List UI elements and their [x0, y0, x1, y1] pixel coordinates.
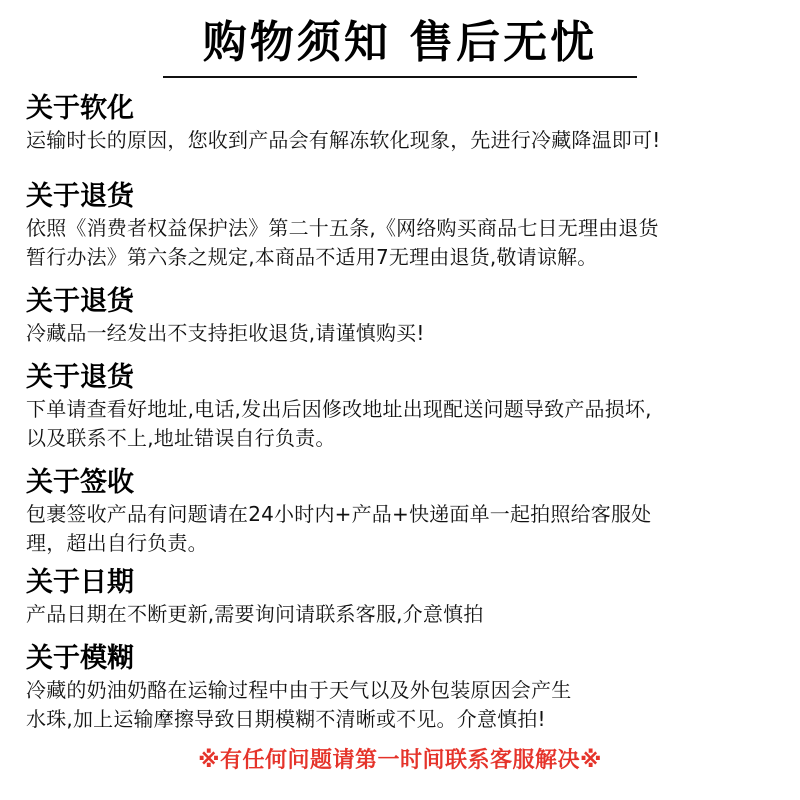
section-date	[26, 566, 786, 629]
section-blur	[26, 642, 786, 734]
section-returns-address	[26, 361, 786, 453]
footer-notice: ※有任何问题请第一时间联系客服解决※	[198, 748, 602, 773]
page-title: 购物须知 售后无忧	[202, 17, 598, 68]
section-receipt	[26, 466, 786, 558]
section-body: 冷藏品一经发出不支持拒收退货,请谨慎购买!	[26, 321, 425, 345]
section-heading: 关于签收	[26, 467, 134, 498]
section-body: 运输时长的原因，您收到产品会有解冻软化现象，先进行冷藏降温即可!	[26, 128, 661, 152]
section-heading: 关于退货	[26, 286, 134, 317]
section-returns-law	[26, 180, 786, 272]
section-returns-refrigerated	[26, 285, 786, 348]
section-heading: 关于退货	[26, 181, 134, 212]
section-body: 依照《消费者权益保护法》第二十五条,《网络购买商品七日无理由退货 暂行办法》第六条之规定,本商品不适用7无理由退货,敬请谅解。	[26, 216, 659, 269]
section-heading: 关于退货	[26, 362, 134, 393]
section-body: 下单请查看好地址,电话,发出后因修改地址出现配送问题导致产品损坏, 以及联系不上,地址错误自行负责。	[26, 397, 652, 450]
section-softening	[26, 92, 786, 155]
section-heading: 关于模糊	[26, 643, 134, 674]
section-body: 产品日期在不断更新,需要询问请联系客服,介意慎拍	[26, 602, 484, 626]
section-body: 包裹签收产品有问题请在24小时内+产品+快递面单一起拍照给客服处 理，超出自行负责。	[26, 502, 652, 555]
section-heading: 关于日期	[26, 567, 134, 598]
section-heading: 关于软化	[26, 93, 134, 124]
section-body: 冷藏的奶油奶酪在运输过程中由于天气以及外包装原因会产生 水珠,加上运输摩擦导致日期模糊不清晰或不见。介意慎拍!	[26, 678, 572, 731]
title-underline	[163, 76, 637, 78]
